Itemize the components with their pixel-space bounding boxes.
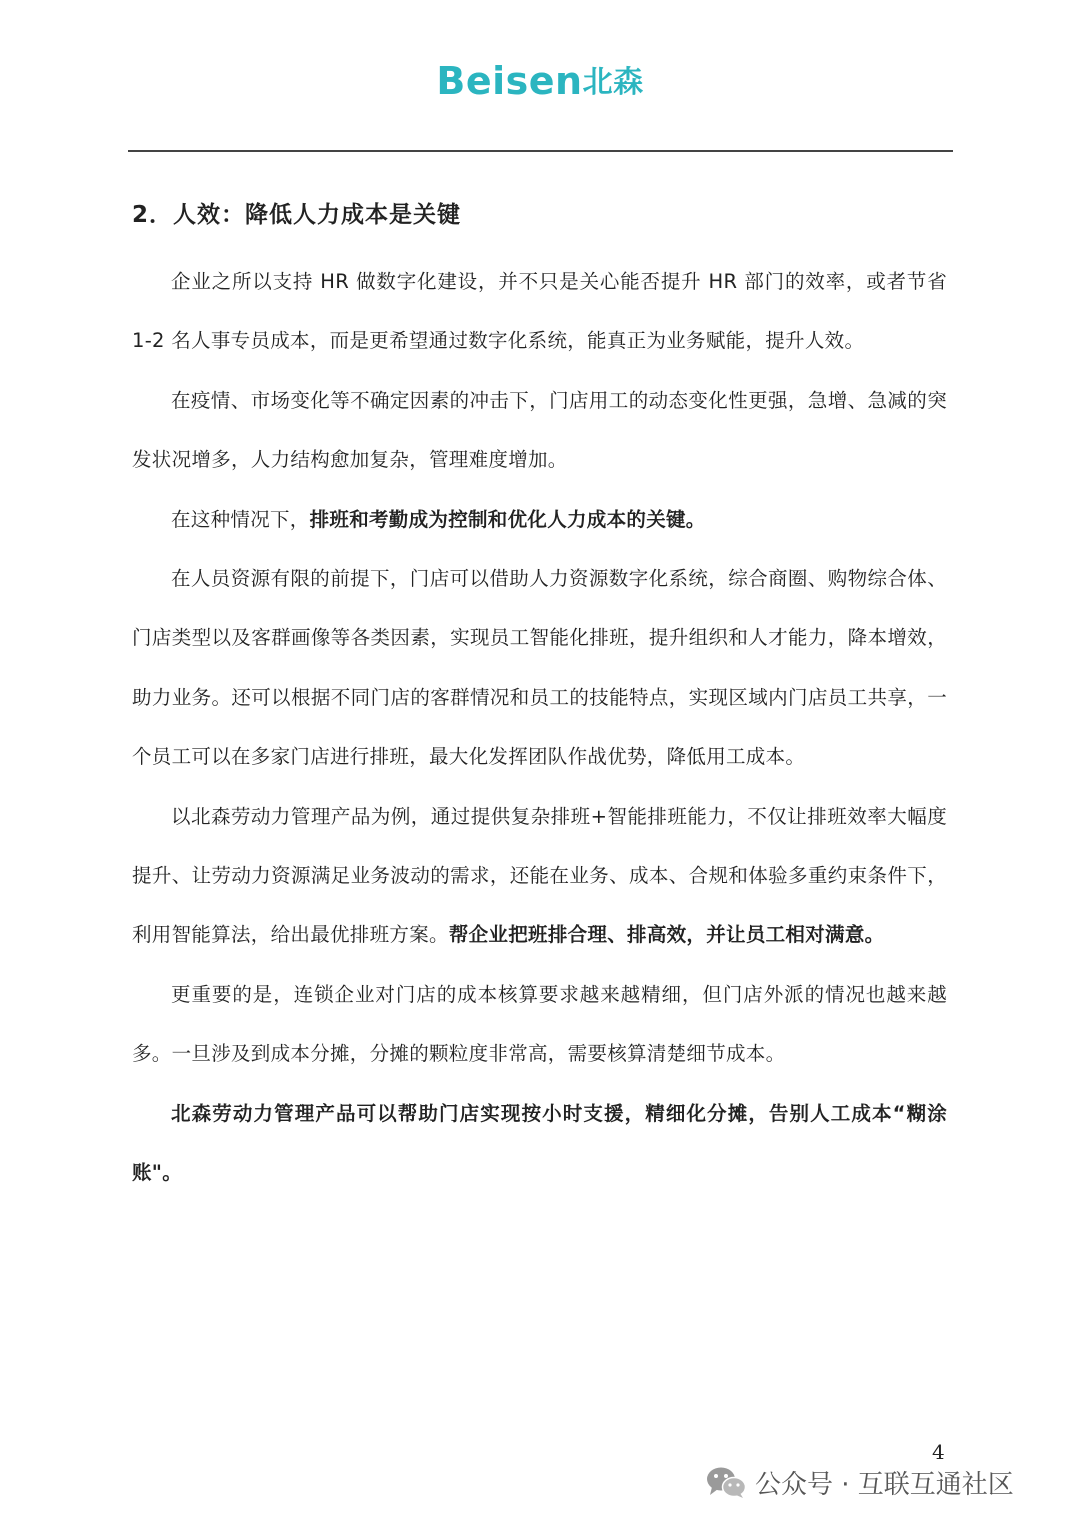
paragraph-bold-text: 帮企业把班排合理、排高效，并让员工相对满意。	[448, 923, 885, 947]
beisen-logo	[0, 59, 1080, 105]
logo-latin: Beisen	[436, 59, 583, 103]
logo-cjk: 北森	[582, 65, 644, 100]
paragraph-text: 在疫情、市场变化等不确定因素的冲击下，门店用工的动态变化性更强，急增、急减的突发状况增多，人力结构愈加复杂，管理难度增加。	[132, 388, 947, 472]
paragraph-2	[132, 371, 947, 490]
page-number: 4	[932, 1440, 945, 1464]
paragraph-6	[132, 965, 947, 1084]
paragraph-3	[132, 490, 947, 549]
paragraph-text: 以北森劳动力管理产品为例，通过提供复杂排班+智能排班能力，不仅让排班效率大幅度提升、让劳动力资源满足业务波动的需求，还能在业务、成本、合规和体验多重约束条件下，利用智能算法，给出最优排班方案。	[132, 804, 947, 947]
page-header	[0, 55, 1080, 105]
paragraph-text: 在这种情况下，	[171, 507, 310, 531]
paragraph-bold-text: 北森劳动力管理产品可以帮助门店实现按小时支援，精细化分摊，告别人工成本“糊涂账"。	[132, 1101, 947, 1185]
paragraph-1	[132, 252, 947, 371]
paragraph-7	[132, 1084, 947, 1203]
paragraph-bold-text: 排班和考勤成为控制和优化人力成本的关键。	[309, 507, 706, 531]
paragraph-5	[132, 787, 947, 965]
footer-watermark	[705, 1462, 1014, 1502]
header-divider	[128, 150, 953, 152]
paragraph-4	[132, 549, 947, 787]
document-body	[132, 190, 947, 1203]
footer-text: 公众号 · 互联互通社区	[755, 1469, 1014, 1500]
paragraph-text: 在人员资源有限的前提下，门店可以借助人力资源数字化系统，综合商圈、购物综合体、门店类型以及客群画像等各类因素，实现员工智能化排班，提升组织和人才能力，降本增效，助力业务。还可以根据不同门店的客群情况和员工的技能特点，实现区域内门店员工共享，一个员工可以在多家门店进行排班，最大化发挥团队作战优势，降低用工成本。	[132, 567, 947, 769]
paragraph-text: 更重要的是，连锁企业对门店的成本核算要求越来越精细，但门店外派的情况也越来越多。一旦涉及到成本分摊，分摊的颗粒度非常高，需要核算清楚细节成本。	[132, 982, 947, 1066]
paragraph-text: 企业之所以支持 HR 做数字化建设，并不只是关心能否提升 HR 部门的效率，或者节省 1-2 名人事专员成本，而是更希望通过数字化系统，能真正为业务赋能，提升人效。	[132, 270, 947, 353]
wechat-icon	[705, 1465, 747, 1499]
section-heading: 2．人效：降低人力成本是关键	[132, 202, 462, 228]
